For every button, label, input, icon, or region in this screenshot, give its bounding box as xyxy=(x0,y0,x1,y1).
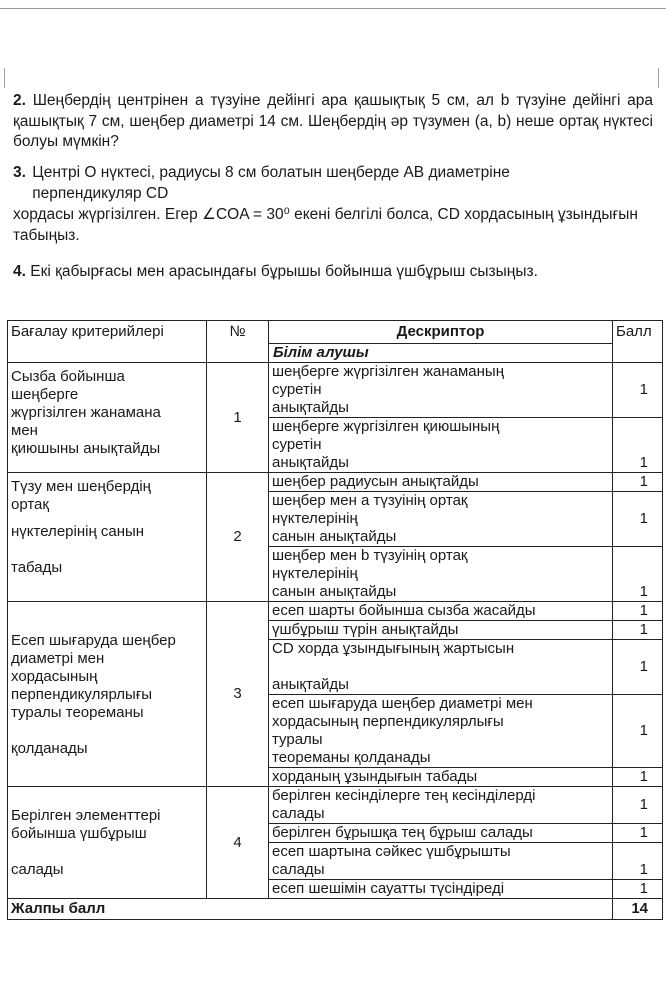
descriptor-line: теореманы қолданады xyxy=(272,749,431,766)
top-divider xyxy=(0,8,666,9)
descriptor-line: шеңберге жүргізілген жанаманың xyxy=(272,363,505,380)
descriptor-cell xyxy=(269,473,613,492)
right-margin-mark xyxy=(658,68,659,88)
criteria-line: табады xyxy=(11,559,63,576)
total-row xyxy=(8,899,663,920)
score-cell: 1 xyxy=(613,492,663,547)
question-2 xyxy=(13,91,653,153)
descriptor-cell xyxy=(269,492,613,547)
criteria-line: диаметрі мен xyxy=(11,650,105,667)
question-2-text: Шеңбердің центрінен a түзуіне дейінгі ара қашықтық 5 см, ал b түзуіне дейінгі ара қашықтық 7 см, шеңбер диаметрі 14 см. Шеңбердің әр түзумен (a, b) неше ортақ нүктесі болуы мүмкін? xyxy=(13,92,653,150)
score-cell: 1 xyxy=(613,640,663,695)
criteria-line: қиюшыны анықтайды xyxy=(11,440,161,457)
descriptor-cell xyxy=(269,695,613,768)
assessment-table xyxy=(7,320,663,920)
criteria-line: Түзу мен шеңбердің xyxy=(11,478,151,495)
descriptor-line: хордасының перпендикулярлығы xyxy=(272,713,504,730)
descriptor-line: есеп шешімін сауатты түсіндіреді xyxy=(272,880,505,897)
table-row xyxy=(8,363,663,418)
descriptor-line: үшбұрыш түрін анықтайды xyxy=(272,621,459,638)
criteria-line: мен xyxy=(11,422,38,439)
score-cell: 1 xyxy=(613,787,663,824)
score-cell: 1 xyxy=(613,473,663,492)
table-header-row xyxy=(8,321,663,344)
header-score: Балл xyxy=(613,321,663,363)
descriptor-line: суретін xyxy=(272,381,322,398)
descriptor-cell xyxy=(269,547,613,602)
criteria-line: жүргізілген жанамана xyxy=(11,404,161,421)
criteria-line: Есеп шығаруда шеңбер xyxy=(11,632,176,649)
task-number: 3 xyxy=(207,602,269,787)
criteria-line: туралы теореманы xyxy=(11,704,144,721)
criteria-line: нүктелерінің санын xyxy=(11,523,145,540)
descriptor-cell xyxy=(269,787,613,824)
descriptor-line: санын анықтайды xyxy=(272,583,397,600)
question-2-number: 2. xyxy=(13,92,26,109)
total-label: Жалпы балл xyxy=(8,899,613,920)
descriptor-cell xyxy=(269,418,613,473)
descriptor-line: салады xyxy=(272,861,325,878)
score-cell: 1 xyxy=(613,843,663,880)
descriptor-cell xyxy=(269,363,613,418)
descriptor-line: анықтайды xyxy=(272,399,349,416)
score-cell: 1 xyxy=(613,418,663,473)
descriptor-line: шеңбер мен b түзуінің ортақ xyxy=(272,547,468,564)
descriptor-cell xyxy=(269,640,613,695)
descriptor-line: нүктелерінің xyxy=(272,565,358,582)
descriptor-line: шеңбер мен а түзуінің ортақ xyxy=(272,492,468,509)
score-cell: 1 xyxy=(613,621,663,640)
task-number: 1 xyxy=(207,363,269,473)
score-cell: 1 xyxy=(613,768,663,787)
descriptor-cell xyxy=(269,768,613,787)
score-cell: 1 xyxy=(613,602,663,621)
criteria-cell xyxy=(8,363,207,473)
subheader-student: Білім алушы xyxy=(269,344,613,363)
criteria-line: шеңберге xyxy=(11,386,79,403)
criteria-line: перпендикулярлығы xyxy=(11,686,153,703)
descriptor-line: есеп шарты бойынша сызба жасайды xyxy=(272,602,536,619)
criteria-cell xyxy=(8,787,207,899)
descriptor-line: анықтайды xyxy=(272,454,349,471)
table-row xyxy=(8,787,663,824)
descriptor-line: берілген бұрышқа тең бұрыш салады xyxy=(272,824,533,841)
descriptor-line: санын анықтайды xyxy=(272,528,397,545)
descriptor-cell xyxy=(269,824,613,843)
descriptor-line: туралы xyxy=(272,731,323,748)
descriptor-line: анықтайды xyxy=(272,676,349,693)
descriptor-line: салады xyxy=(272,805,325,822)
criteria-line: ортақ xyxy=(11,496,49,513)
table-row xyxy=(8,473,663,492)
header-number: № xyxy=(207,321,269,363)
criteria-cell xyxy=(8,602,207,787)
task-number: 4 xyxy=(207,787,269,899)
criteria-line: хордасының xyxy=(11,668,98,685)
criteria-cell xyxy=(8,473,207,602)
header-descriptor: Дескриптор xyxy=(269,321,613,344)
descriptor-line: есеп шығаруда шеңбер диаметрі мен xyxy=(272,695,533,712)
descriptor-cell xyxy=(269,843,613,880)
question-3-line1: Центрі О нүктесі, радиусы 8 см болатын шеңберде AB диаметріне перпендикуляр CD xyxy=(32,164,510,202)
total-score: 14 xyxy=(613,899,663,920)
criteria-line: салады xyxy=(11,861,64,878)
score-cell: 1 xyxy=(613,695,663,768)
score-cell: 1 xyxy=(613,547,663,602)
criteria-line: Берілген элементтері xyxy=(11,807,161,824)
descriptor-line: шеңбер радиусын анықтайды xyxy=(272,473,479,490)
descriptor-line: есеп шартына сәйкес үшбұрышты xyxy=(272,843,511,860)
criteria-line: қолданады xyxy=(11,740,88,757)
table-row xyxy=(8,602,663,621)
question-4-text: Екі қабырғасы мен арасындағы бұрышы бойынша үшбұрыш сызыңыз. xyxy=(30,263,538,280)
descriptor-line: шеңберге жүргізілген қиюшының xyxy=(272,418,500,435)
descriptor-cell xyxy=(269,602,613,621)
left-margin-mark xyxy=(4,68,5,88)
header-criteria: Бағалау критерийлері xyxy=(8,321,207,363)
criteria-line: бойынша үшбұрыш xyxy=(11,825,147,842)
question-3 xyxy=(13,163,653,204)
descriptor-line: суретін xyxy=(272,436,322,453)
criteria-line: Сызба бойынша xyxy=(11,368,125,385)
score-cell: 1 xyxy=(613,363,663,418)
question-4-number: 4. xyxy=(13,263,26,280)
task-number: 2 xyxy=(207,473,269,602)
descriptor-line: берілген кесінділерге тең кесінділерді xyxy=(272,787,536,804)
score-cell: 1 xyxy=(613,880,663,899)
score-cell: 1 xyxy=(613,824,663,843)
descriptor-cell xyxy=(269,880,613,899)
question-4 xyxy=(13,262,653,283)
descriptor-line: хорданың ұзындығын табады xyxy=(272,768,478,785)
descriptor-line: нүктелерінің xyxy=(272,510,358,527)
question-3-line2: хордасы жүргізілген. Егер ∠COA = 30⁰ екені белгілі болса, CD хордасының ұзындығын табыңыз. xyxy=(13,206,638,244)
descriptor-cell xyxy=(269,621,613,640)
question-3-number: 3. xyxy=(13,164,26,181)
descriptor-line: CD хорда ұзындығының жартысын xyxy=(272,640,515,657)
